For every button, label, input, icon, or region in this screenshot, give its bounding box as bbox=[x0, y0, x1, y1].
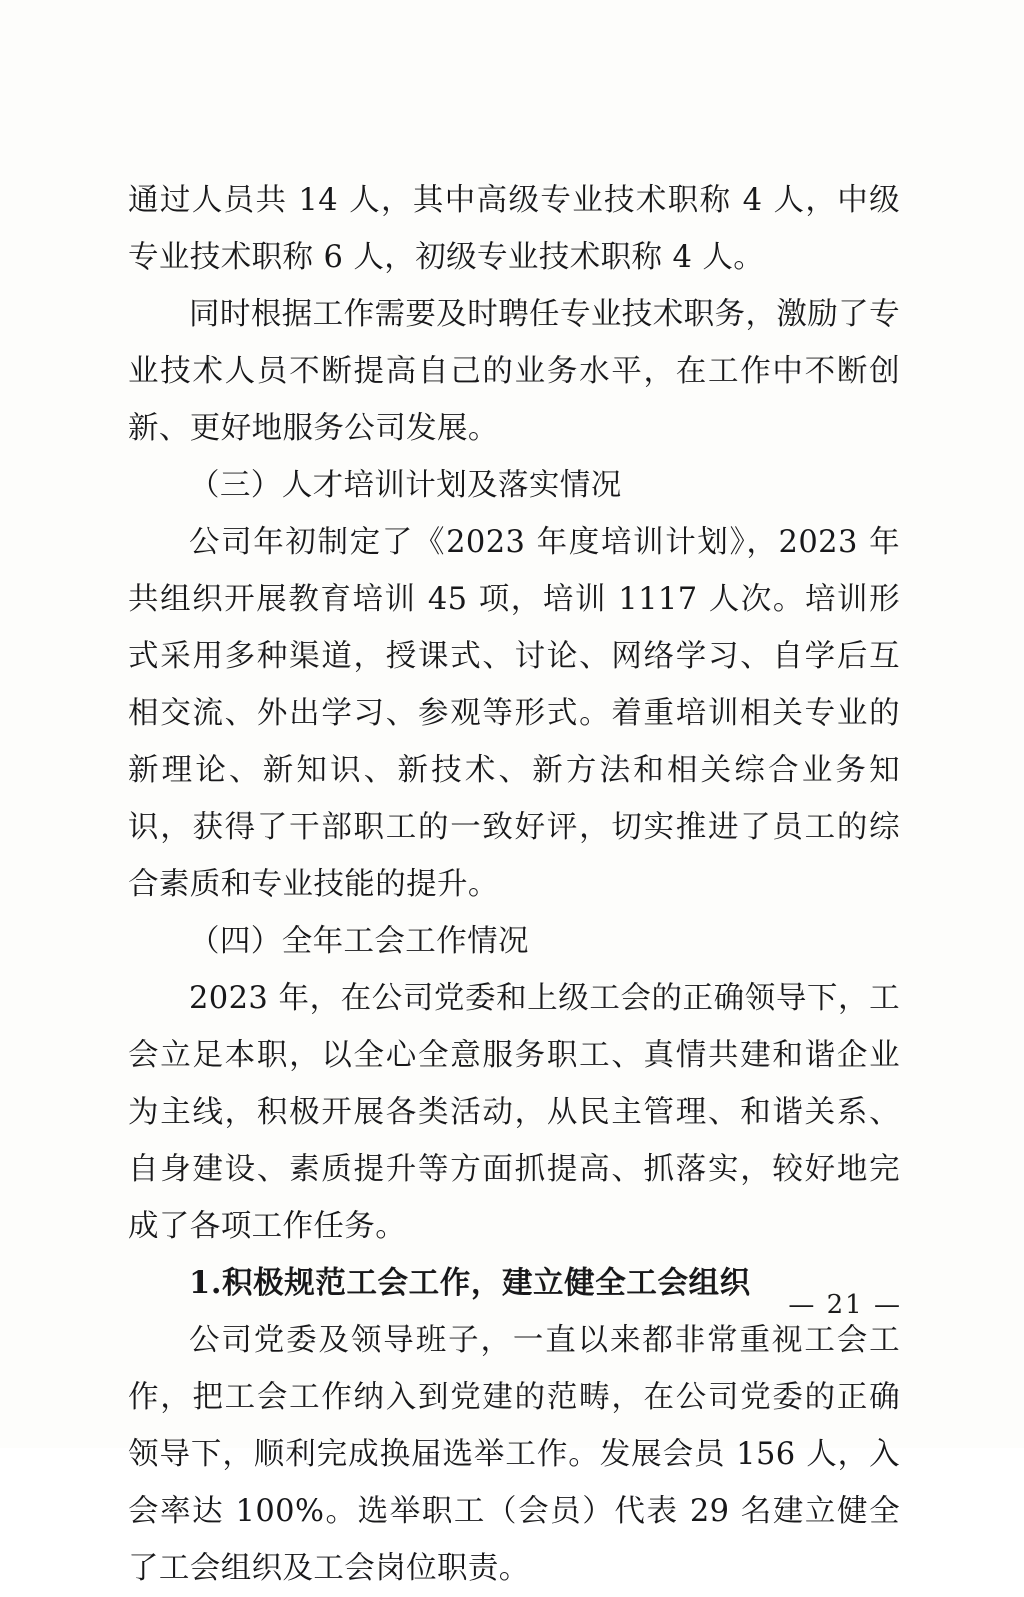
document-body bbox=[128, 172, 900, 1597]
section-heading-four: （四）全年工会工作情况 bbox=[189, 924, 529, 959]
page-number: — 21 — bbox=[788, 1290, 902, 1320]
paragraph-union-detail: 公司党委及领导班子，一直以来都非常重视工会工作，把工会工作纳入到党建的范畴，在公司党委的正确领导下，顺利完成换届选举工作。发展会员 156 人，入会率达 100%。选举职工（会员）代表 29 名建立健全了工会组织及工会岗位职责。 bbox=[128, 1323, 900, 1586]
paragraph-union-overview: 2023 年，在公司党委和上级工会的正确领导下，工会立足本职，以全心全意服务职工、真情共建和谐企业为主线，积极开展各类活动，从民主管理、和谐关系、自身建设、素质提升等方面抓提高、抓落实，较好地完成了各项工作任务。 bbox=[128, 981, 900, 1244]
section-heading-three: （三）人才培训计划及落实情况 bbox=[189, 468, 622, 503]
paragraph-training: 公司年初制定了《2023 年度培训计划》，2023 年共组织开展教育培训 45 项，培训 1117 人次。培训形式采用多种渠道，授课式、讨论、网络学习、自学后互相交流、外出学习、参观等形式。着重培训相关专业的新理论、新知识、新技术、新方法和相关综合业务知识，获得了干部职工的一致好评，切实推进了员工的综合素质和专业技能的提升。 bbox=[128, 525, 900, 902]
paragraph-appointment: 同时根据工作需要及时聘任专业技术职务，激励了专业技术人员不断提高自己的业务水平，在工作中不断创新、更好地服务公司发展。 bbox=[128, 297, 900, 446]
subsection-heading-one: 1.积极规范工会工作，建立健全工会组织 bbox=[189, 1265, 751, 1301]
paragraph-continued: 通过人员共 14 人，其中高级专业技术职称 4 人，中级专业技术职称 6 人，初级专业技术职称 4 人。 bbox=[128, 183, 900, 275]
